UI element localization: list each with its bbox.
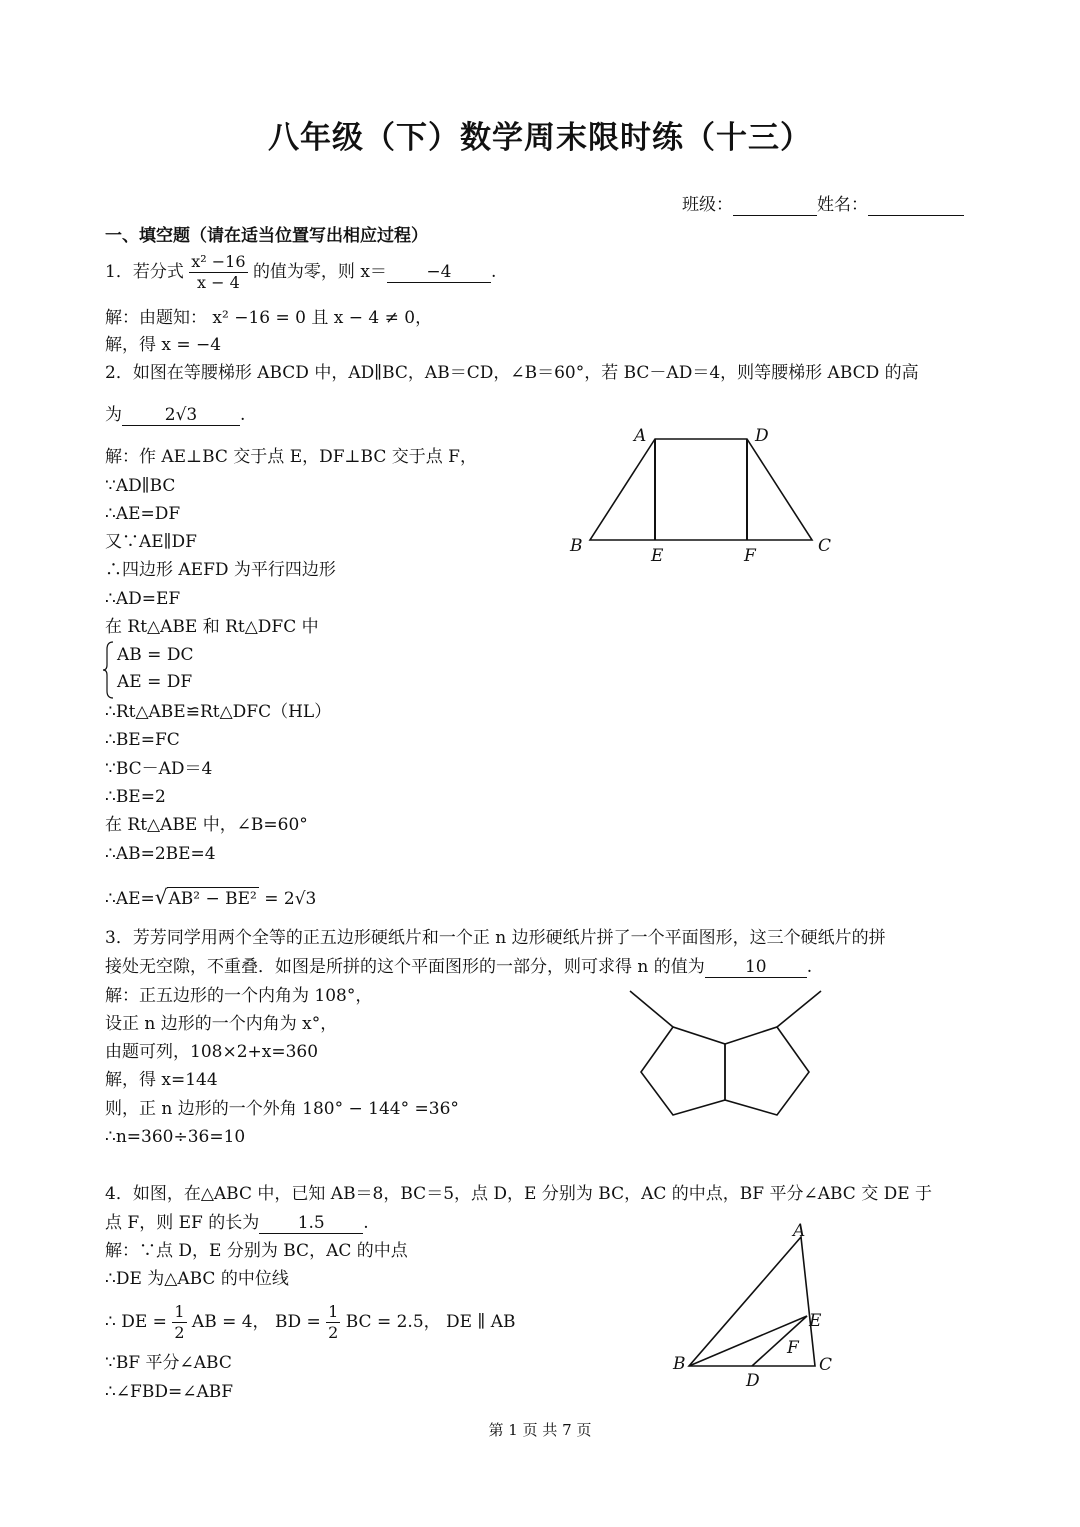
q2-solb-1: ∴BE=FC: [105, 730, 180, 750]
q1-answer: −4: [387, 262, 491, 283]
q1-suffix: 的值为零，则 x＝: [252, 262, 387, 282]
q1-fraction: [189, 252, 247, 293]
q2-solb-5: ∴AB=2BE=4: [105, 844, 216, 864]
q2-sol-3: 又∵AE∥DF: [105, 532, 197, 552]
q4-sol-3: [105, 1302, 516, 1343]
label-C: C: [818, 536, 832, 556]
section-heading: 一、填空题（请在适当位置写出相应过程）: [105, 226, 428, 246]
label-A: A: [793, 1222, 806, 1241]
q2-brace-2: AE = DF: [117, 672, 193, 692]
q3-sol-2: 由题可列，108×2+x=360: [105, 1042, 319, 1062]
pentagon-figure: [625, 985, 825, 1125]
q4-sol3-b: AB = 4， BD =: [191, 1312, 321, 1332]
q3-line-2-text: 接处无空隙，不重叠．如图是所拼的这个平面图形的一部分，则可求得 n 的值为: [105, 957, 705, 977]
page-title: 八年级（下）数学周末限时练（十三）: [268, 120, 812, 156]
q2-sol-6: 在 Rt△ABE 和 Rt△DFC 中: [105, 617, 319, 637]
label-F: F: [744, 546, 756, 566]
name-label: 姓名：: [817, 195, 868, 215]
q3-sol-5: ∴n=360÷36=10: [105, 1127, 246, 1147]
q2-sol-1: ∵AD∥BC: [105, 476, 176, 496]
q4-sol3-a: ∴ DE =: [105, 1312, 167, 1332]
q4-half-2: [326, 1302, 340, 1343]
q2-brace-1: AB = DC: [117, 645, 194, 665]
label-A: A: [634, 426, 647, 446]
q3-sol-0: 解：正五边形的一个内角为 108°，: [105, 986, 373, 1006]
q2-final-radicand: AB² − BE²: [168, 889, 257, 909]
q4-half-2-den: 2: [328, 1323, 339, 1342]
q2-end: .: [240, 405, 246, 425]
q3-answer: 10: [705, 957, 807, 978]
label-B: B: [570, 536, 583, 556]
q4-sol3-c: BC = 2.5， DE ∥ AB: [345, 1312, 516, 1332]
q3-sol-1: 设正 n 边形的一个内角为 x°，: [105, 1014, 338, 1034]
page-footer: 第 1 页 共 7 页: [488, 1421, 592, 1439]
q4-sol-4: ∵BF 平分∠ABC: [105, 1353, 232, 1373]
q4-sol-5: ∴∠FBD=∠ABF: [105, 1382, 234, 1402]
q1-frac-num: x² −16: [191, 252, 246, 271]
q4-half-2-num: 1: [328, 1302, 339, 1321]
class-label: 班级：: [682, 195, 733, 215]
q2-solb-0: ∴Rt△ABE≌Rt△DFC（HL）: [105, 702, 332, 722]
q2-solb-3: ∴BE=2: [105, 787, 166, 807]
name-blank: [868, 195, 964, 216]
q1-prefix: 1．若分式: [105, 262, 184, 282]
q1-frac-den: x − 4: [196, 273, 240, 292]
q2-final-suffix: = 2√3: [264, 889, 317, 909]
label-E: E: [809, 1311, 822, 1331]
q3-sol-3: 解，得 x=144: [105, 1070, 218, 1090]
q2-sol-2: ∴AE=DF: [105, 504, 181, 524]
q4-sol-2: ∴DE 为△ABC 的中位线: [105, 1269, 289, 1289]
q2-sol-0: 解：作 AE⊥BC 交于点 E，DF⊥BC 交于点 F，: [105, 447, 477, 467]
q2-answer: 2√3: [122, 405, 240, 426]
q3-end: .: [806, 957, 813, 977]
q3-sol-4: 则，正 n 边形的一个外角 180° − 144° =36°: [105, 1099, 459, 1119]
q2-prefix: 为: [105, 405, 122, 425]
q4-half-1-num: 1: [174, 1302, 185, 1321]
q2-final-prefix: ∴AE=: [105, 889, 155, 909]
class-name-line: [682, 194, 964, 216]
label-D: D: [755, 426, 769, 446]
label-F: F: [787, 1338, 799, 1358]
q1-solution-1: 解：由题知： x² −16 = 0 且 x − 4 ≠ 0，: [105, 308, 433, 328]
q1-line: [105, 252, 496, 293]
triangle-figure: [665, 1222, 845, 1392]
brace-icon: [103, 641, 115, 699]
q2-solb-2: ∵BC－AD＝4: [105, 759, 213, 779]
q1-solution-2: 解，得 x = −4: [105, 335, 222, 355]
q4-half-1-den: 2: [174, 1323, 185, 1342]
q4-line-2-text: 点 F，则 EF 的长为: [105, 1213, 260, 1233]
label-E: E: [651, 546, 664, 566]
q2-line-2: [105, 404, 245, 426]
q2-sol-4: ∴四边形 AEFD 为平行四边形: [105, 560, 336, 580]
sqrt-icon: √: [154, 885, 168, 909]
label-B: B: [673, 1354, 686, 1374]
q2-line-1: 2．如图在等腰梯形 ABCD 中，AD∥BC，AB＝CD，∠B＝60°，若 BC－AD＝4，则等腰梯形 ABCD 的高: [105, 363, 919, 383]
q2-final: [105, 886, 316, 910]
q4-sol-1: 解：∵点 D，E 分别为 BC，AC 的中点: [105, 1241, 408, 1261]
label-C: C: [819, 1355, 833, 1375]
q1-end: .: [490, 262, 497, 282]
q4-end: .: [363, 1213, 369, 1233]
q4-line-2: [105, 1212, 369, 1234]
trapezoid-figure: [560, 420, 850, 570]
q3-line-2: [105, 956, 812, 978]
class-blank: [733, 195, 817, 216]
q2-solb-4: 在 Rt△ABE 中，∠B=60°: [105, 815, 308, 835]
q2-sol-5: ∴AD=EF: [105, 589, 181, 609]
label-D: D: [746, 1371, 760, 1391]
q3-line-1: 3．芳芳同学用两个全等的正五边形硬纸片和一个正 n 边形硬纸片拼了一个平面图形，这三个硬纸片的拼: [105, 928, 886, 948]
q4-half-1: [172, 1302, 186, 1343]
q4-line-1: 4．如图，在△ABC 中，已知 AB＝8，BC＝5，点 D，E 分别为 BC，AC 的中点，BF 平分∠ABC 交 DE 于: [105, 1184, 933, 1204]
q4-answer: 1.5: [259, 1213, 363, 1234]
